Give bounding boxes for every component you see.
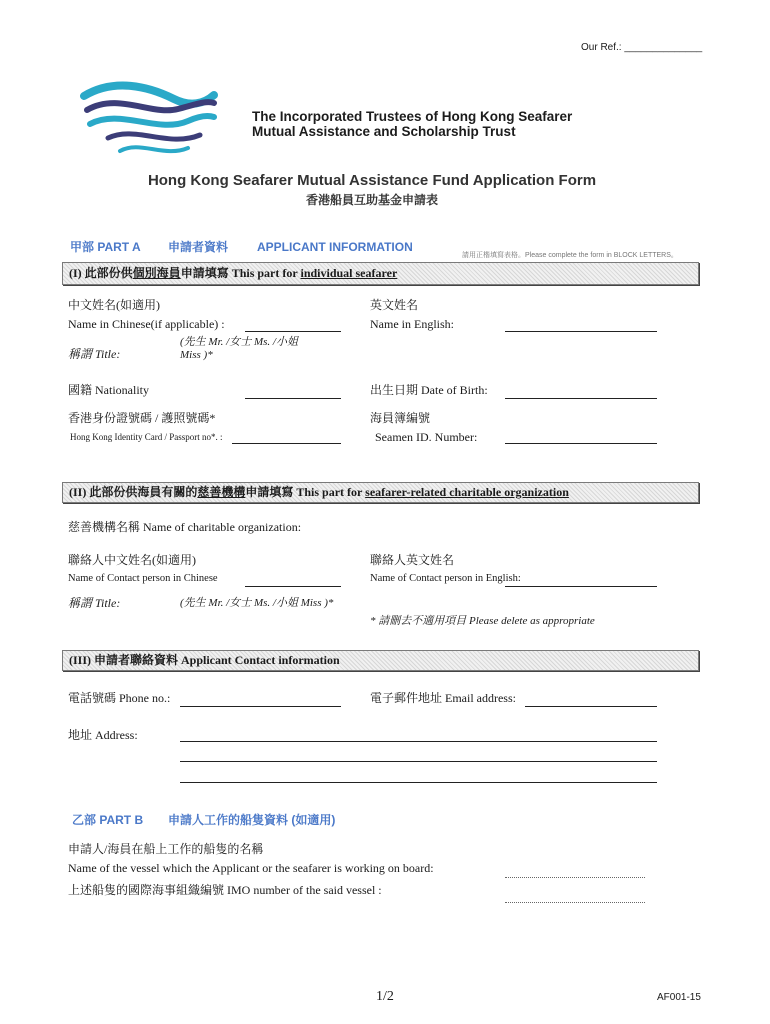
address-label: 地址 Address: (68, 728, 138, 742)
nationality-label: 國籍 Nationality (68, 383, 149, 397)
section-iii-title: (III) 申請者聯絡資料 Applicant Contact information (69, 653, 340, 667)
section-i-title (69, 263, 397, 284)
imo-number-label: 上述船隻的國際海事組織編號 IMO number of the said vessel : (68, 883, 382, 897)
contact-english-label-zh: 聯絡人英文姓名 (370, 553, 455, 567)
section-iii-header (62, 650, 699, 671)
section-title-underlined: 個別海員 (132, 266, 181, 280)
form-title-zh: 香港船員互助基金申請表 (305, 193, 438, 207)
email-field[interactable] (525, 706, 657, 707)
address-field-line3[interactable] (180, 782, 657, 783)
imo-number-field[interactable] (505, 902, 645, 903)
part-a-label: 甲部 PART A (70, 240, 141, 254)
id-number-label-en: Hong Kong Identity Card / Passport no*. : (70, 432, 223, 442)
english-name-field[interactable] (505, 331, 657, 332)
date-of-birth-label: 出生日期 Date of Birth: (370, 383, 488, 397)
english-name-label-en: Name in English: (370, 317, 454, 331)
address-field-line2[interactable] (180, 761, 657, 762)
logo-wave (120, 147, 188, 151)
nationality-field[interactable] (245, 398, 341, 399)
email-label: 電子郵件地址 Email address: (370, 691, 516, 705)
form-title-en: Hong Kong Seafarer Mutual Assistance Fund Application Form (147, 172, 597, 189)
part-b-heading-zh: 申請人工作的船隻資料 (如適用) (168, 813, 336, 827)
id-number-field[interactable] (232, 443, 341, 444)
title-options-line1: (先生 Mr. /女士 Ms. /小姐 (180, 336, 298, 348)
vessel-name-label-zh: 申請人/海員在船上工作的船隻的名稱 (68, 842, 264, 856)
chinese-name-label-en: Name in Chinese(if applicable) : (68, 317, 225, 331)
block-letters-note: 請用正楷填寫表格。Please complete the form in BLOCK LETTERS。 (462, 252, 678, 259)
section-title-part: (II) 此部份供海員有關的 (69, 485, 198, 499)
logo-wave (90, 116, 214, 125)
section-i-header (62, 262, 699, 285)
seamen-id-label-en: Seamen ID. Number: (375, 430, 478, 444)
title-label: 稱謂 Title: (68, 347, 121, 361)
logo-wave (87, 102, 214, 110)
phone-label: 電話號碼 Phone no.: (68, 691, 171, 705)
id-number-label-zh: 香港身份證號碼 / 護照號碼* (68, 411, 216, 425)
section-title-underlined: 慈善機構 (197, 485, 246, 499)
section-ii-title (69, 483, 569, 502)
section-title-underlined: seafarer-related charitable organization (365, 485, 569, 499)
delete-note: * 請刪去不適用項目 Please delete as appropriate (370, 615, 595, 627)
title-options-line2: Miss )* (180, 349, 213, 361)
section-title-part: 申請填寫 This part for (245, 485, 366, 499)
part-a-heading-zh: 申請者資料 (168, 240, 229, 254)
contact-english-label-en: Name of Contact person in English: (370, 573, 521, 584)
org-name-line2: Mutual Assistance and Scholarship Trust (252, 124, 516, 139)
contact-chinese-field[interactable] (245, 586, 341, 587)
trust-logo (78, 78, 218, 164)
english-name-label-zh: 英文姓名 (370, 298, 419, 312)
section-title-underlined: individual seafarer (300, 266, 398, 280)
logo-wave (108, 134, 200, 139)
date-of-birth-field[interactable] (505, 398, 657, 399)
part-b-label: 乙部 PART B (72, 813, 144, 827)
section-ii-header (62, 482, 699, 503)
part-a-heading-en: APPLICANT INFORMATION (257, 240, 413, 254)
org-name-line1: The Incorporated Trustees of Hong Kong Seafarer (252, 109, 573, 124)
vessel-name-field[interactable] (505, 877, 645, 878)
contact-chinese-label-en: Name of Contact person in Chinese (68, 573, 218, 584)
contact-english-field[interactable] (505, 586, 657, 587)
form-code: AF001-15 (657, 992, 701, 1003)
contact-title-options: (先生 Mr. /女士 Ms. /小姐 Miss )* (180, 597, 334, 609)
section-title-part: 申請填寫 This part for (180, 266, 301, 280)
vessel-name-label-en: Name of the vessel which the Applicant or the seafarer is working on board: (68, 861, 434, 875)
chinese-name-label-zh: 中文姓名(如適用) (68, 298, 160, 312)
section-title-part: (I) 此部份供 (69, 266, 133, 280)
phone-field[interactable] (180, 706, 341, 707)
seamen-id-label-zh: 海員簿編號 (370, 411, 431, 425)
logo-wave (84, 86, 214, 104)
contact-title-label: 稱謂 Title: (68, 596, 121, 610)
contact-chinese-label-zh: 聯絡人中文姓名(如適用) (68, 553, 196, 567)
our-ref: Our Ref.: ______________ (581, 42, 703, 53)
address-field-line1[interactable] (180, 741, 657, 742)
seamen-id-field[interactable] (505, 443, 657, 444)
organization-name-label: 慈善機構名稱 Name of charitable organization: (68, 520, 302, 534)
chinese-name-field[interactable] (245, 331, 341, 332)
page-number: 1/2 (376, 989, 394, 1004)
